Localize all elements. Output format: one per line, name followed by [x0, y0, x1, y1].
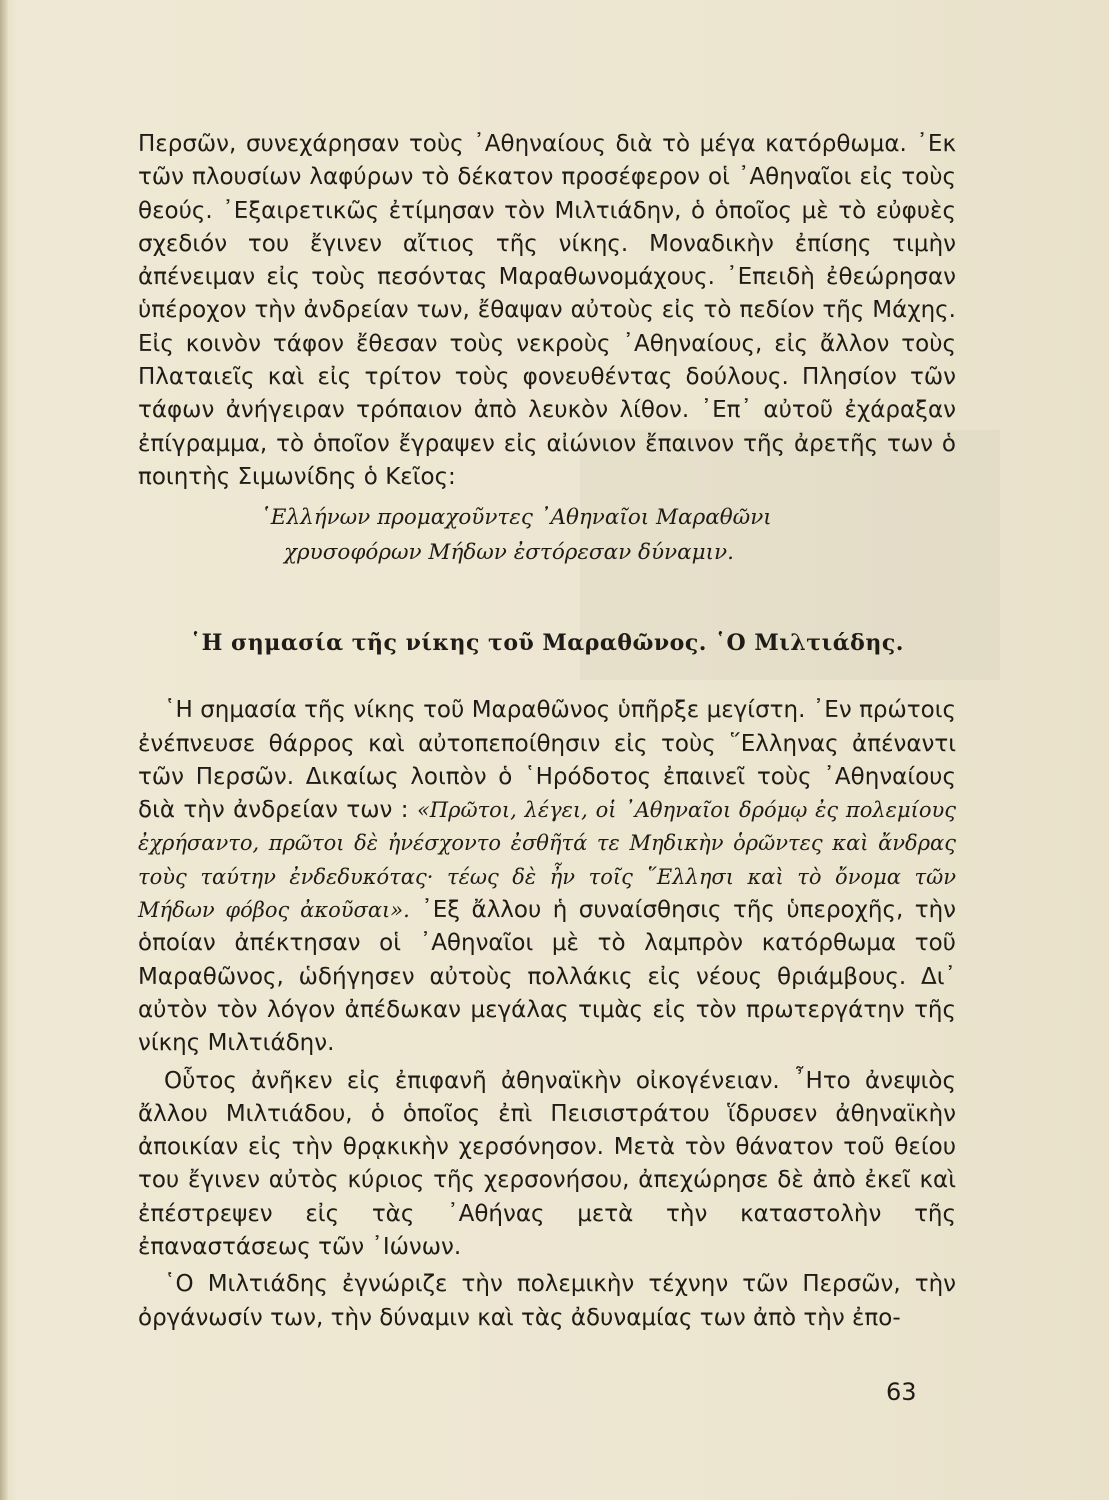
- paragraph-3: Οὗτος ἀνῆκεν εἰς ἐπιφανῆ ἀθηναϊκὴν οἰκογένειαν. ῏Ητο ἀνεψιὸς ἄλλου Μιλτιάδου, ὁ ὁποῖος ἐπὶ Πεισιστράτου ἵδρυσεν ἀθηναϊκὴν ἀποικίαν εἰς τὴν θρᾳκικὴν χερσόνησον. Μετὰ τὸν θάνατον τοῦ θείου του ἔγινεν αὐτὸς κύριος τῆς χερσονήσου, ἀπεχώρησε δὲ ἀπὸ ἐκεῖ καὶ ἐπέστρεψεν εἰς τὰς ᾿Αθήνας μετὰ τὴν καταστολὴν τῆς ἐπαναστάσεως τῶν ᾿Ιώνων.: [138, 1067, 956, 1261]
- paragraph-1: Περσῶν, συνεχάρησαν τοὺς ᾿Αθηναίους διὰ τὸ μέγα κατόρθωμα. ᾿Εκ τῶν πλουσίων λαφύρων τὸ δέκατον προσέφερον οἱ ᾿Αθηναῖοι εἰς τοὺς θεούς. ᾿Εξαιρετικῶς ἐτίμησαν τὸν Μιλτιάδην, ὁ ὁποῖος μὲ τὸ εὐφυὲς σχεδιόν του ἔγινεν αἴτιος τῆς νίκης. Μοναδικὴν ἐπίσης τιμὴν ἀπένειμαν εἰς τοὺς πεσόντας Μαραθωνομάχους. ᾿Επειδὴ ἐθεώρησαν ὑπέροχον τὴν ἀνδρείαν των, ἔθαψαν αὐτοὺς εἰς τὸ πεδίον τῆς Μάχης. Εἰς κοινὸν τάφον ἔθεσαν τοὺς νεκροὺς ᾿Αθηναίους, εἰς ἄλλον τοὺς Πλαταιεῖς καὶ εἰς τρίτον τοὺς φονευθέντας δούλους. Πλησίον τῶν τάφων ἀνήγειραν τρόπαιον ἀπὸ λευκὸν λίθον. ᾿Επ᾿ αὐτοῦ ἐχάραξαν ἐπίγραμμα, τὸ ὁποῖον ἔγραψεν εἰς αἰώνιον ἔπαινον τῆς ἀρετῆς των ὁ ποιητὴς Σιμωνίδης ὁ Κεῖος:: [138, 131, 956, 490]
- text-column: [138, 128, 956, 1335]
- page-number: 63: [886, 1378, 917, 1406]
- page-binding-edge: [0, 0, 8, 1500]
- section-heading: ῾Η σημασία τῆς νίκης τοῦ Μαραθῶνος. ῾Ο Μιλτιάδης.: [190, 630, 904, 657]
- paragraph-2-start: ῾Η σημασία τῆς νίκης τοῦ Μαραθῶνος ὑπῆρξε μεγίστη. ᾿Εν πρώτοις ἐνέπνευσε θάρρος καὶ αὐτοπεποίθησιν εἰς τοὺς ῞Ελληνας ἀπέναντι τῶν Περσῶν. Δικαίως λοιπὸν ὁ ῾Ηρόδοτος ἐπαινεῖ τοὺς ᾿Αθηναίους διὰ τὴν ἀνδρείαν των :: [138, 697, 956, 824]
- epigram-line-2: χρυσοφόρων Μήδων ἐστόρεσαν δύναμιν.: [284, 540, 734, 566]
- paragraph-2-end: ᾿Εξ ἄλλου ἡ συναίσθησις τῆς ὑπεροχῆς, τὴν ὁποίαν ἀπέκτησαν οἱ ᾿Αθηναῖοι μὲ τὸ λαμπρὸν κατόρθωμα τοῦ Μαραθῶνος, ὡδήγησεν αὐτοὺς πολλάκις εἰς νέους θριάμβους. Δι᾿ αὐτὸν τὸν λόγον ἀπέδωκαν μεγάλας τιμὰς εἰς τὸν πρωτεργάτην τῆς νίκης Μιλτιάδην.: [138, 897, 957, 1057]
- paragraph-4: ῾Ο Μιλτιάδης ἐγνώριζε τὴν πολεμικὴν τέχνην τῶν Περσῶν, τὴν ὀργάνωσίν των, τὴν δύναμιν καὶ τὰς ἀδυναμίας των ἀπὸ τὴν ἐπο-: [138, 1271, 956, 1331]
- paragraph-2: [138, 694, 956, 1060]
- herodotus-quote: «Πρῶτοι, λέγει, οἱ ᾿Αθηναῖοι δρόμῳ ἐς πολεμίους ἐχρήσαντο, πρῶτοι δὲ ἠνέσχοντο ἐσθῆτά τε Μηδικὴν ὁρῶντες καὶ ἄνδρας τοὺς ταύτην ἐνδεδυκότας· τέως δὲ ἦν τοῖς ῞Ελλησι καὶ τὸ ὄνομα τῶν Μήδων φόβος ἀκοῦσαι».: [138, 798, 957, 923]
- epigram-line-1: ῾Ελλήνων προμαχοῦντες ᾿Αθηναῖοι Μαραθῶνι: [260, 505, 772, 531]
